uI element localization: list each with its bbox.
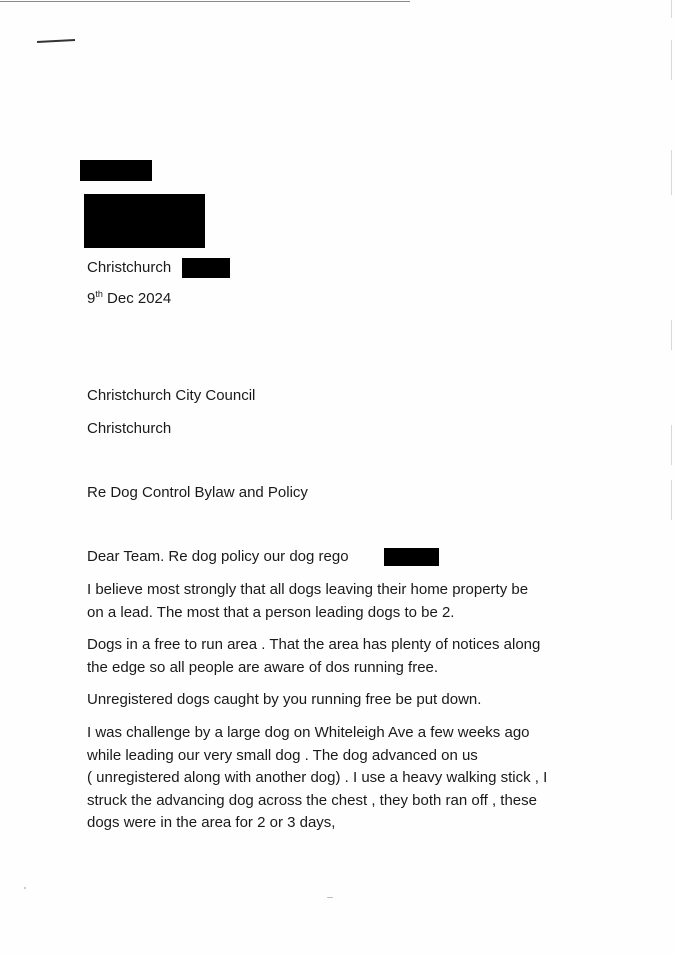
scan-artifact-edge xyxy=(671,40,672,80)
body-line: struck the advancing dog across the chest , they both ran off , these xyxy=(87,791,537,809)
date-day: 9 xyxy=(87,290,96,307)
body-line: while leading our very small dog . The dog advanced on us xyxy=(87,746,478,764)
body-paragraph-1 xyxy=(87,579,587,624)
scan-artifact-dash xyxy=(37,39,75,43)
sender-city-line xyxy=(87,258,171,278)
recipient-name: Christchurch City Council xyxy=(87,387,256,404)
redaction-sender-postcode xyxy=(182,258,230,278)
letter-date xyxy=(87,289,171,309)
scan-speck xyxy=(24,887,26,889)
scan-artifact-edge xyxy=(671,150,672,195)
date-month-year: Dec 2024 xyxy=(102,290,172,307)
salutation xyxy=(87,547,349,567)
body-line: the edge so all people are aware of dos running free. xyxy=(87,658,439,676)
salutation-text: Dear Team. Re dog policy our dog rego xyxy=(87,548,349,565)
redaction-sender-address xyxy=(84,194,205,248)
body-paragraph-2 xyxy=(87,634,587,679)
body-line: Unregistered dogs caught by you running free be put down. xyxy=(87,691,482,708)
body-paragraph-3 xyxy=(87,689,587,712)
body-line: ( unregistered along with another dog) . I use a heavy walking stick , I xyxy=(87,769,548,786)
redaction-dog-rego xyxy=(384,548,439,566)
scan-artifact-edge xyxy=(671,480,672,520)
scan-artifact-edge xyxy=(671,425,672,465)
redaction-sender-name xyxy=(80,160,152,181)
recipient-city: Christchurch xyxy=(87,420,172,437)
body-line: on a lead. The most that a person leading dogs to be 2. xyxy=(87,603,455,621)
date-suffix: th xyxy=(95,289,103,299)
letter-subject: Re Dog Control Bylaw and Policy xyxy=(87,484,308,501)
scan-artifact-edge xyxy=(671,0,672,18)
body-line: I was challenge by a large dog on Whiteleigh Ave a few weeks ago xyxy=(87,724,530,741)
body-line: dogs were in the area for 2 or 3 days, xyxy=(87,814,336,831)
body-paragraph-4 xyxy=(87,722,587,835)
scan-artifact-top-line xyxy=(0,1,410,2)
sender-city: Christchurch xyxy=(87,259,172,276)
scan-artifact-edge xyxy=(671,320,672,350)
body-line: I believe most strongly that all dogs leaving their home property be xyxy=(87,581,529,598)
body-line: Dogs in a free to run area . That the area has plenty of notices along xyxy=(87,636,541,653)
scan-speck xyxy=(327,897,333,898)
